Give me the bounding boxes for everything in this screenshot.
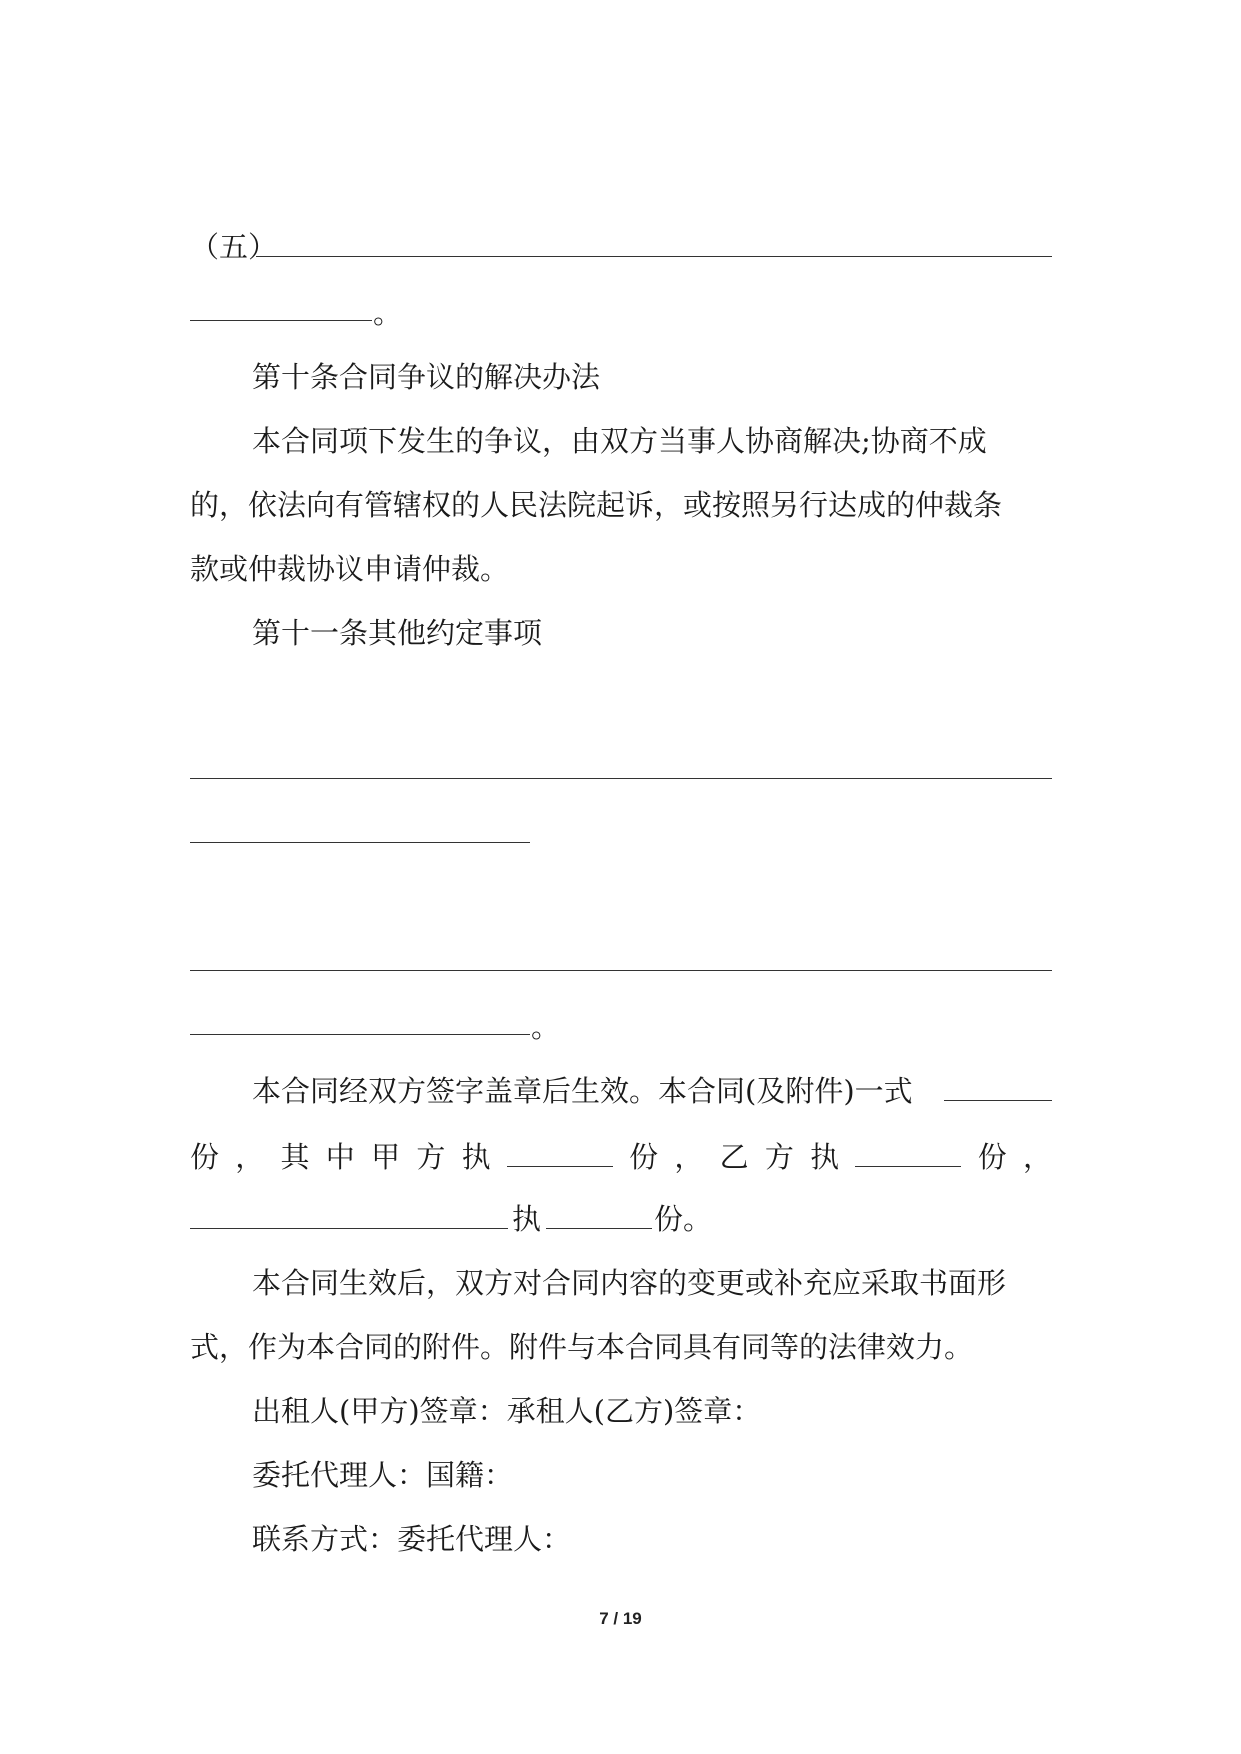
copies-comma-2: ， — [674, 1140, 704, 1174]
copies-word-2: 份 — [629, 1140, 659, 1174]
article-11-blank-line-2 — [190, 842, 530, 843]
item-5-label: （五） — [190, 230, 278, 264]
copies-char-zhi-2: 执 — [810, 1140, 840, 1174]
article-10-title: 第十条合同争议的解决办法 — [252, 360, 601, 394]
copies-char-jia: 甲 — [371, 1140, 401, 1174]
signature-line-1: 出租人(甲方)签章：承租人(乙方)签章： — [252, 1394, 762, 1428]
signature-line-3: 联系方式：委托代理人： — [252, 1522, 572, 1556]
other-copies-blank — [546, 1228, 652, 1229]
copies-line-1: 本合同经双方签字盖章后生效。本合同(及附件)一式 — [252, 1074, 913, 1108]
copies-line-3-end: 份。 — [654, 1202, 713, 1236]
copies-total-blank — [944, 1100, 1052, 1101]
copies-char-fang-2: 方 — [764, 1140, 794, 1174]
article-10-body-line-3: 款或仲裁协议申请仲裁。 — [190, 552, 510, 586]
copies-word-3: 份 — [977, 1140, 1007, 1174]
copies-comma: ， — [235, 1140, 265, 1174]
copies-char-qi: 其 — [280, 1140, 310, 1174]
copies-word: 份 — [190, 1140, 220, 1174]
amendment-line-1: 本合同生效后，双方对合同内容的变更或补充应采取书面形 — [252, 1266, 1007, 1300]
copies-char-zhi: 执 — [461, 1140, 491, 1174]
copies-char-zhong: 中 — [325, 1140, 355, 1174]
copies-char-fang: 方 — [416, 1140, 446, 1174]
article-11-end-mark: 。 — [531, 1010, 561, 1044]
article-11-title: 第十一条其他约定事项 — [252, 616, 543, 650]
party-a-copies-blank — [507, 1136, 613, 1167]
article-10-body-line-1: 本合同项下发生的争议，由双方当事人协商解决;协商不成 — [252, 424, 987, 458]
signature-line-2: 委托代理人：国籍： — [252, 1458, 514, 1492]
other-holder-blank — [190, 1228, 508, 1229]
item-5-blank-line-1 — [256, 256, 1052, 257]
article-10-body-line-2: 的，依法向有管辖权的人民法院起诉，或按照另行达成的仲裁条 — [190, 488, 1003, 522]
page-number: 7 / 19 — [599, 1609, 642, 1628]
item-5-blank-line-2 — [190, 320, 372, 321]
amendment-line-2: 式，作为本合同的附件。附件与本合同具有同等的法律效力。 — [190, 1330, 974, 1364]
copies-line-2 — [190, 1136, 1052, 1176]
item-5-end-mark: 。 — [373, 296, 403, 330]
article-11-blank-line-3 — [190, 970, 1052, 971]
copies-comma-3: ， — [1022, 1140, 1052, 1174]
copies-exec: 执 — [512, 1202, 542, 1236]
article-11-blank-line-1 — [190, 778, 1052, 779]
copies-char-yi: 乙 — [719, 1140, 749, 1174]
article-11-blank-line-4 — [190, 1034, 530, 1035]
party-b-copies-blank — [855, 1136, 961, 1167]
